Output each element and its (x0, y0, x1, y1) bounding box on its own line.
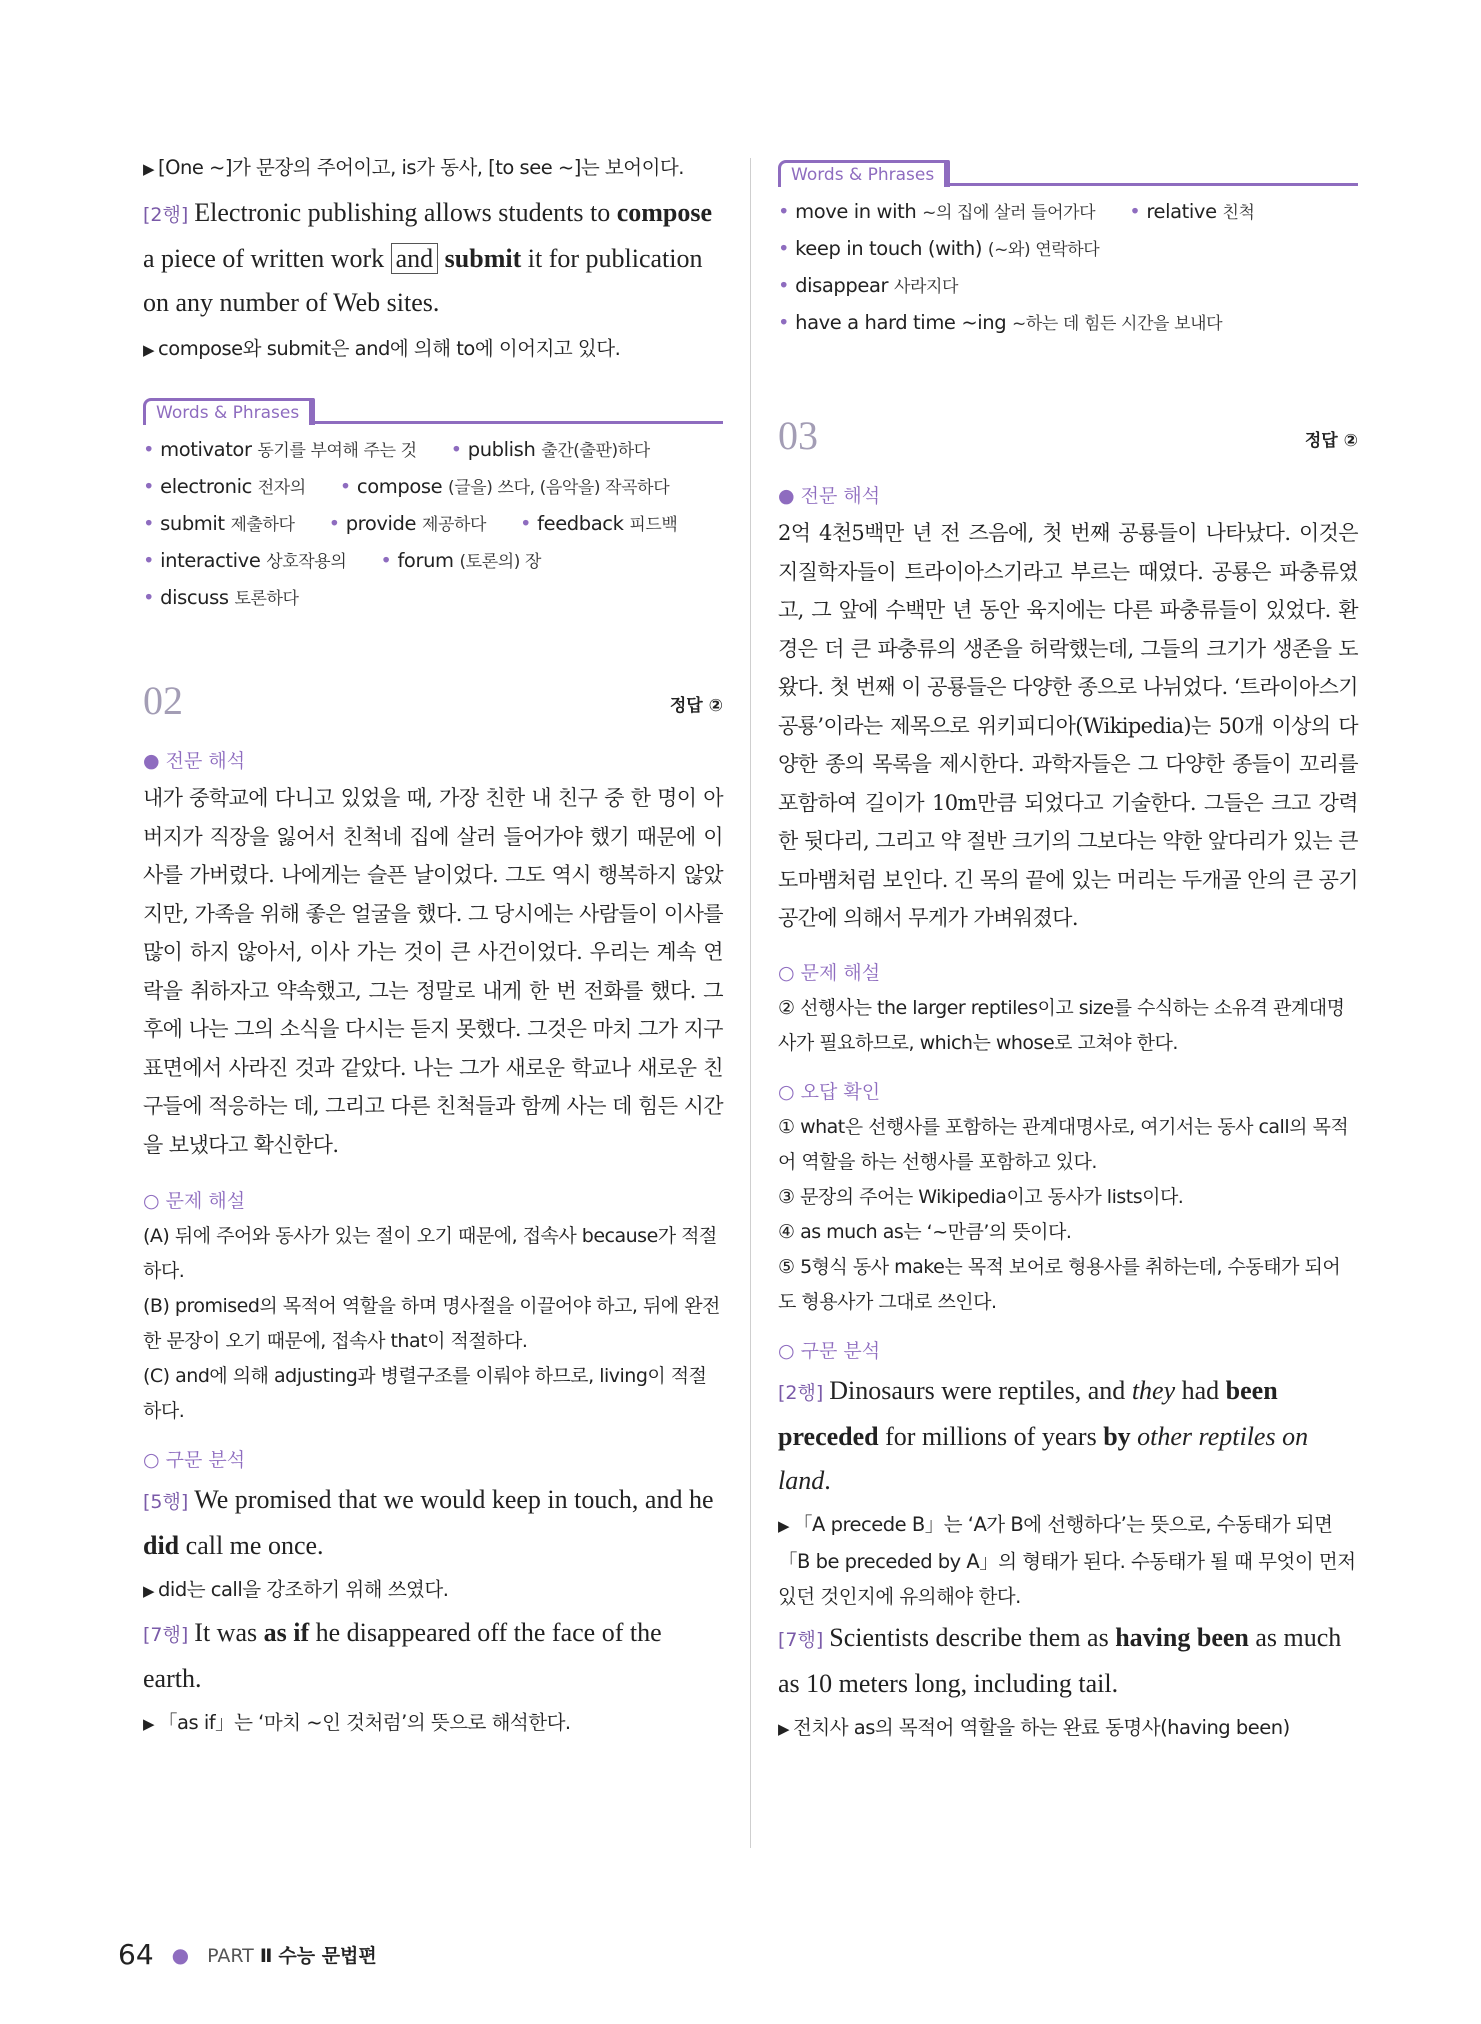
bullet-icon: • (143, 549, 155, 572)
page-footer (118, 1938, 377, 1971)
note-line: ▶ 「as if」는 ‘마치 ~인 것처럼’의 뜻으로 해석한다. (143, 1711, 571, 1734)
note-line: ▶ 전치사 as의 목적어 역할을 하는 완료 동명사(having been) (778, 1715, 1290, 1739)
section-heading: ○ 문제 해설 (778, 961, 881, 984)
section-heading: ● 전문 해석 (143, 750, 246, 772)
solution-text: ② 선행사는 the larger reptiles이고 size를 수식하는 소유격 관계대명사가 필요하므로, which는 whose로 고쳐야 한다. (778, 996, 1345, 1054)
bullet-icon: • (778, 237, 790, 260)
words-phrases-list (778, 186, 1358, 342)
note-line: ▶ did는 call을 강조하기 위해 쓰였다. (143, 1578, 449, 1601)
vocab-item (520, 506, 677, 543)
answer-label: 정답 ② (669, 696, 723, 716)
section-heading: ○ 오답 확인 (778, 1080, 881, 1103)
bullet-icon: • (520, 512, 532, 535)
vocab-item (340, 469, 669, 506)
part-label: PART Ⅱ 수능 문법편 (207, 1945, 377, 1967)
vocab-meaning: ~의 집에 살러 들어가다 (922, 203, 1096, 223)
vocab-meaning: 토론하다 (234, 589, 299, 609)
words-phrases-row (143, 432, 723, 469)
bullet-icon: • (143, 512, 155, 535)
wrong-answer-text: ① what은 선행사를 포함하는 관계대명사로, 여기서는 동사 call의 목적어 역할을 하는 선행사를 포함하고 있다. ③ 문장의 주어는 Wikipedia이고 동사가 lists이다. ④ as much as는 ‘~만큼’의 뜻이다. ⑤ 5형식 동사 make는 목적 보어로 형용사를 취하는데, 수동태가 되어도 형용사가 그대로 쓰인다. (778, 1115, 1349, 1313)
words-phrases-box (143, 398, 723, 617)
translation-text: 내가 중학교에 다니고 있었을 때, 가장 친한 내 친구 중 한 명이 아버지가 직장을 잃어서 친척네 집에 살러 들어가야 했기 때문에 이사를 가버렸다. 나에게는 슬픈 날이었다. 그도 역시 행복하지 않았지만, 가족을 위해 좋은 얼굴을 했다. 그 당시에는 사람들이 이사를 많이 하지 않아서, 이사 가는 것이 큰 사건이었다. 우리는 계속 연락을 취하자고 약속했고, 그는 정말로 내게 한 번 전화를 했다. 그 후에 나는 그의 소식을 다시는 듣지 못했다. 그것은 마치 그가 지구 표면에서 사라진 것과 같았다. 나는 그가 새로운 학교나 새로운 친구들에 적응하는 데, 그리고 다른 친척들과 함께 사는 데 힘든 시간을 보냈다고 확신한다. (143, 786, 723, 1157)
vocab-item (143, 469, 306, 506)
words-phrases-row (143, 580, 723, 617)
words-phrases-row (778, 268, 1358, 305)
vocab-meaning: 전자의 (257, 478, 306, 498)
words-phrases-title: Words & Phrases (143, 398, 315, 425)
note-line: ▶ [One ~]가 문장의 주어이고, is가 동사, [to see ~]는 보어이다. (143, 156, 684, 179)
words-phrases-list (143, 424, 723, 617)
vocab-meaning: ~하는 데 힘든 시간을 보내다 (1012, 314, 1223, 334)
words-phrases-title: Words & Phrases (778, 160, 950, 187)
vocab-word: have a hard time ~ing (795, 311, 1007, 334)
vocab-item (451, 432, 650, 469)
vocab-word: publish (467, 438, 536, 461)
vocab-item (143, 543, 346, 580)
question-number: 02 (143, 678, 183, 723)
question-header (778, 412, 1358, 459)
vocab-word: disappear (795, 274, 889, 297)
bullet-icon: • (143, 438, 155, 461)
vocab-word: move in with (795, 200, 917, 223)
syntax-sentence: [2행] Electronic publishing allows students to compose a piece of written work and submit it for publication on any number of Web sites. (143, 198, 713, 317)
vocab-meaning: 출간(출판)하다 (541, 441, 650, 461)
vocab-item (380, 543, 541, 580)
section-heading: ○ 구문 분석 (143, 1449, 246, 1471)
vocab-meaning: 친척 (1222, 203, 1255, 223)
bullet-icon: • (450, 438, 462, 461)
page-number: 64 (118, 1938, 154, 1971)
vocab-word: relative (1146, 200, 1217, 223)
syntax-sentence: [5행] We promised that we would keep in touch, and he did call me once. (143, 1485, 714, 1560)
footer-dot-icon: ● (171, 1942, 190, 1967)
vocab-meaning: (토론의) 장 (459, 552, 542, 572)
note-line: ▶ 「A precede B」는 ‘A가 B에 선행하다’는 뜻으로, 수동태가 되면 「B be preceded by A」의 형태가 된다. 수동태가 될 때 무엇이 먼저 있던 것인지에 유의해야 한다. (778, 1512, 1356, 1608)
section-heading: ○ 문제 해설 (143, 1190, 246, 1212)
vocab-item (143, 506, 295, 543)
vocab-item (778, 194, 1095, 231)
words-phrases-row (778, 305, 1358, 342)
bullet-icon: • (778, 200, 790, 223)
bullet-icon: • (143, 475, 155, 498)
syntax-sentence: [2행] Dinosaurs were reptiles, and they had been preceded for millions of years by other reptiles on land. (778, 1375, 1309, 1495)
vocab-word: compose (356, 475, 443, 498)
bullet-icon: • (143, 586, 155, 609)
vocab-word: forum (397, 549, 454, 572)
section-heading: ● 전문 해석 (778, 485, 881, 507)
words-phrases-row (143, 506, 723, 543)
left-column (143, 150, 723, 1742)
vocab-meaning: 사라지다 (893, 277, 959, 297)
words-phrases-box (778, 160, 1358, 342)
words-phrases-row (778, 231, 1358, 268)
vocab-item (329, 506, 486, 543)
vocab-word: discuss (160, 586, 229, 609)
vocab-meaning: 제공하다 (421, 515, 487, 535)
bullet-icon: • (339, 475, 351, 498)
vocab-meaning: (~와) 연락하다 (987, 240, 1100, 260)
vocab-word: provide (345, 512, 417, 535)
words-phrases-row (143, 543, 723, 580)
words-phrases-row (778, 194, 1358, 231)
right-column (778, 160, 1358, 1747)
vocab-meaning: (글을) 쓰다, (음악을) 작곡하다 (448, 478, 670, 498)
vocab-item (778, 231, 1099, 268)
vocab-word: submit (160, 512, 225, 535)
vocab-item (143, 580, 299, 617)
note-line: ▶ compose와 submit은 and에 의해 to에 이어지고 있다. (143, 337, 621, 360)
section-heading: ○ 구문 분석 (778, 1339, 881, 1362)
bullet-icon: • (1129, 200, 1141, 223)
translation-text: 2억 4천5백만 년 전 즈음에, 첫 번째 공룡들이 나타났다. 이것은 지질학자들이 트라이아스기라고 부르는 때였다. 공룡은 파충류였고, 그 앞에 수백만 년 동안 육지에는 다른 파충류들이 있었다. 환경은 더 큰 파충류의 생존을 허락했는데, 그들의 크기가 생존을 도왔다. 첫 번째 이 공룡들은 다양한 종으로 나뉘었다. ‘트라이아스기 공룡’이라는 제목으로 위키피디아(Wikipedia)는 50개 이상의 다양한 종의 목록을 제시한다. 과학자들은 그 다양한 종들이 꼬리를 포함하여 길이가 10m만큼 되었다고 기술한다. 그들은 크고 강력한 뒷다리, 그리고 약 절반 크기의 그보다는 약한 앞다리가 있는 큰 도마뱀처럼 보인다. 긴 목의 끝에 있는 머리는 두개골 안의 큰 공기 공간에 의해서 무게가 가벼워졌다. (778, 521, 1358, 930)
vocab-word: feedback (537, 512, 624, 535)
vocab-item (778, 305, 1222, 342)
vocab-meaning: 상호작용의 (266, 552, 347, 572)
bullet-icon: • (328, 512, 340, 535)
vocab-item (778, 268, 958, 305)
vocab-meaning: 제출하다 (230, 515, 295, 535)
syntax-sentence: [7행] It was as if he disappeared off the face of the earth. (143, 1618, 662, 1693)
vocab-item (143, 432, 417, 469)
bullet-icon: • (778, 274, 790, 297)
question-number: 03 (778, 413, 818, 458)
vocab-meaning: 동기를 부여해 주는 것 (257, 441, 417, 461)
syntax-sentence: [7행] Scientists describe them as having been as much as 10 meters long, including tail. (778, 1622, 1342, 1698)
vocab-word: electronic (160, 475, 252, 498)
vocab-word: motivator (160, 438, 252, 461)
answer-label: 정답 ② (1304, 431, 1358, 451)
solution-text: (A) 뒤에 주어와 동사가 있는 절이 오기 때문에, 접속사 because가 적절하다. (B) promised의 목적어 역할을 하며 명사절을 이끌어야 하고, 뒤에 완전한 문장이 오기 때문에, 접속사 that이 적절하다. (C) and에 의해 adjusting과 병렬구조를 이뤄야 하므로, living이 적절하다. (143, 1225, 720, 1422)
bullet-icon: • (380, 549, 392, 572)
vocab-meaning: 피드백 (629, 515, 678, 535)
vocab-item (1129, 194, 1254, 231)
words-phrases-row (143, 469, 723, 506)
column-divider (750, 158, 751, 1848)
bullet-icon: • (778, 311, 790, 334)
question-header (143, 677, 723, 724)
vocab-word: interactive (160, 549, 261, 572)
vocab-word: keep in touch (with) (795, 237, 983, 260)
